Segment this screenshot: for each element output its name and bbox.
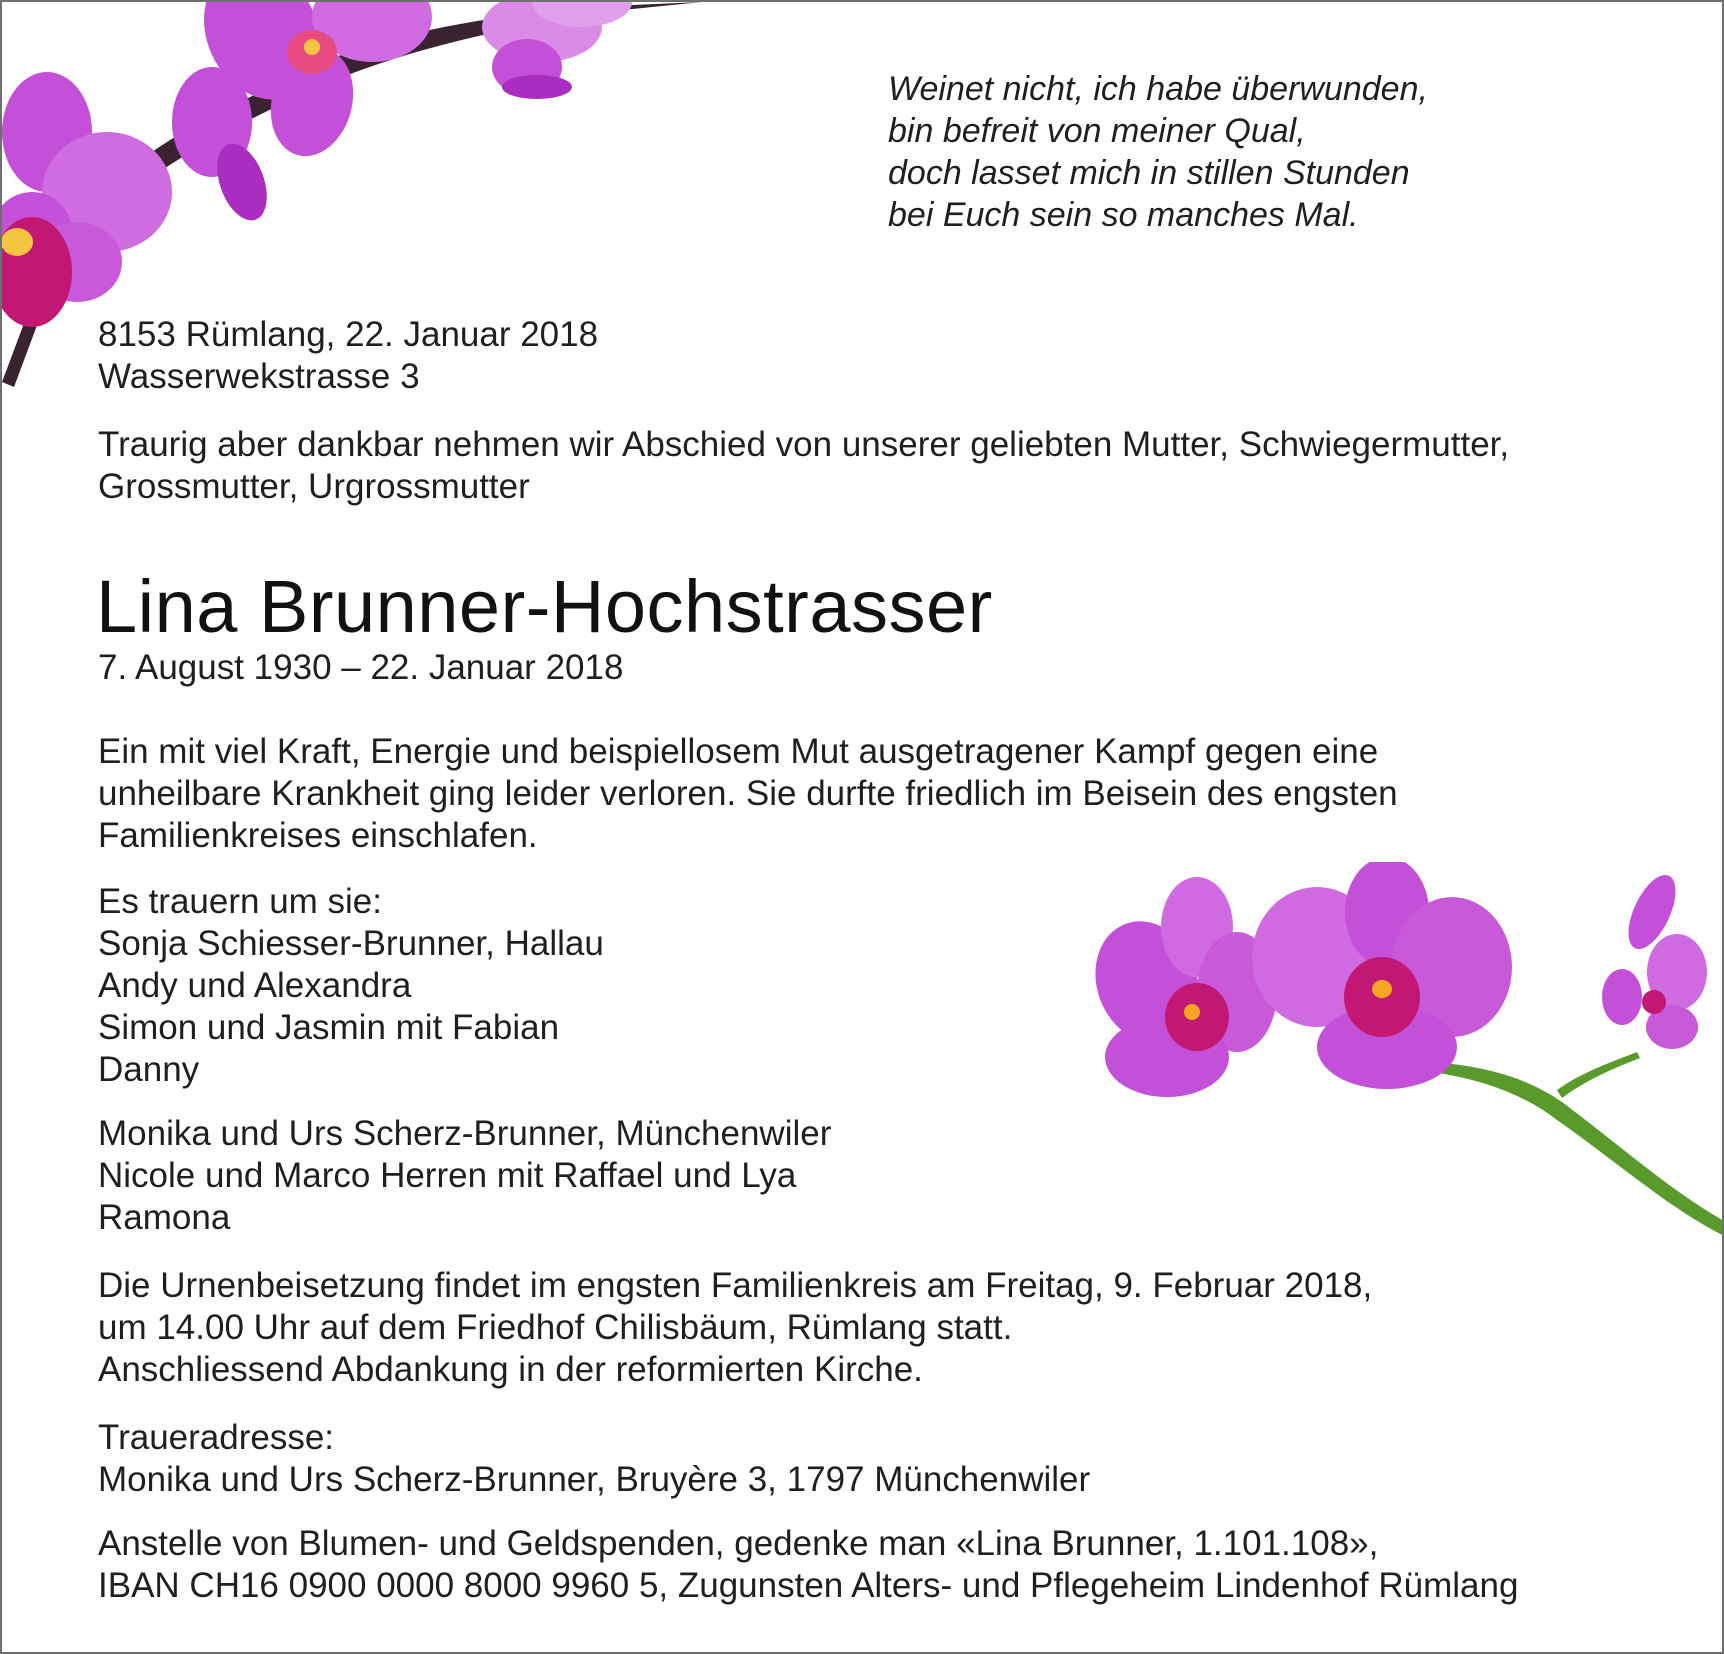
mourners-list [98, 881, 604, 1091]
donation-iban-line: IBAN CH16 0900 0000 8000 9960 5, Zugunsten Alters- und Pflegeheim Lindenhof Rümlang [98, 1566, 1519, 1605]
poem-quote [888, 68, 1688, 236]
mourner-entry: Simon und Jasmin mit Fabian [98, 1008, 560, 1047]
place-date-line: 8153 Rümlang, 22. Januar 2018 [98, 315, 599, 354]
mourner-entry: Nicole und Marco Herren mit Raffael und Lya [98, 1156, 797, 1195]
mourner-entry: Andy und Alexandra [98, 966, 412, 1005]
place-and-date [98, 314, 598, 398]
life-dates [98, 647, 623, 689]
mourner-entry: Ramona [98, 1198, 231, 1237]
burial-line: Die Urnenbeisetzung findet im engsten Familienkreis am Freitag, 9. Februar 2018, [98, 1266, 1373, 1305]
obituary-text [98, 731, 1398, 857]
address-label: Traueradresse: [98, 1418, 335, 1457]
burial-line: Anschliessend Abdankung in der reformierten Kirche. [98, 1350, 923, 1389]
mourners-list-second-family [98, 1113, 831, 1239]
donation-line: Anstelle von Blumen- und Geldspenden, gedenke man «Lina Brunner, 1.101.108», [98, 1524, 1379, 1563]
poem-line: bei Euch sein so manches Mal. [888, 196, 1359, 234]
poem-line: bin befreit von meiner Qual, [888, 112, 1306, 150]
mourner-entry: Monika und Urs Scherz-Brunner, Münchenwiler [98, 1114, 832, 1153]
burial-info [98, 1265, 1372, 1391]
donation-note [98, 1523, 1518, 1607]
life-dates-text: 7. August 1930 – 22. Januar 2018 [98, 648, 624, 687]
deceased-name: Lina Brunner-Hochstrasser [96, 565, 993, 648]
poem-line: doch lasset mich in stillen Stunden [888, 154, 1410, 192]
street-address-line: Wasserwekstrasse 3 [98, 357, 420, 396]
mourner-entry: Sonja Schiesser-Brunner, Hallau [98, 924, 604, 963]
mourners-heading: Es trauern um sie: [98, 882, 382, 921]
intro-line: Grossmutter, Urgrossmutter [98, 467, 530, 506]
burial-line: um 14.00 Uhr auf dem Friedhof Chilisbäum, Rümlang statt. [98, 1308, 1013, 1347]
farewell-intro [98, 424, 1509, 508]
mourner-entry: Danny [98, 1050, 200, 1089]
address-value: Monika und Urs Scherz-Brunner, Bruyère 3, 1797 Münchenwiler [98, 1460, 1091, 1499]
poem-line: Weinet nicht, ich habe überwunden, [888, 70, 1428, 108]
orchid-branch-bottom-right-image [1092, 862, 1724, 1242]
text-line: Ein mit viel Kraft, Energie und beispiellosem Mut ausgetragener Kampf gegen eine [98, 732, 1379, 771]
text-line: Familienkreises einschlafen. [98, 816, 538, 855]
intro-line: Traurig aber dankbar nehmen wir Abschied von unserer geliebten Mutter, Schwiegermutter, [98, 425, 1510, 464]
text-line: unheilbare Krankheit ging leider verloren. Sie durfte friedlich im Beisein des engsten [98, 774, 1398, 813]
mourning-address [98, 1417, 1090, 1501]
